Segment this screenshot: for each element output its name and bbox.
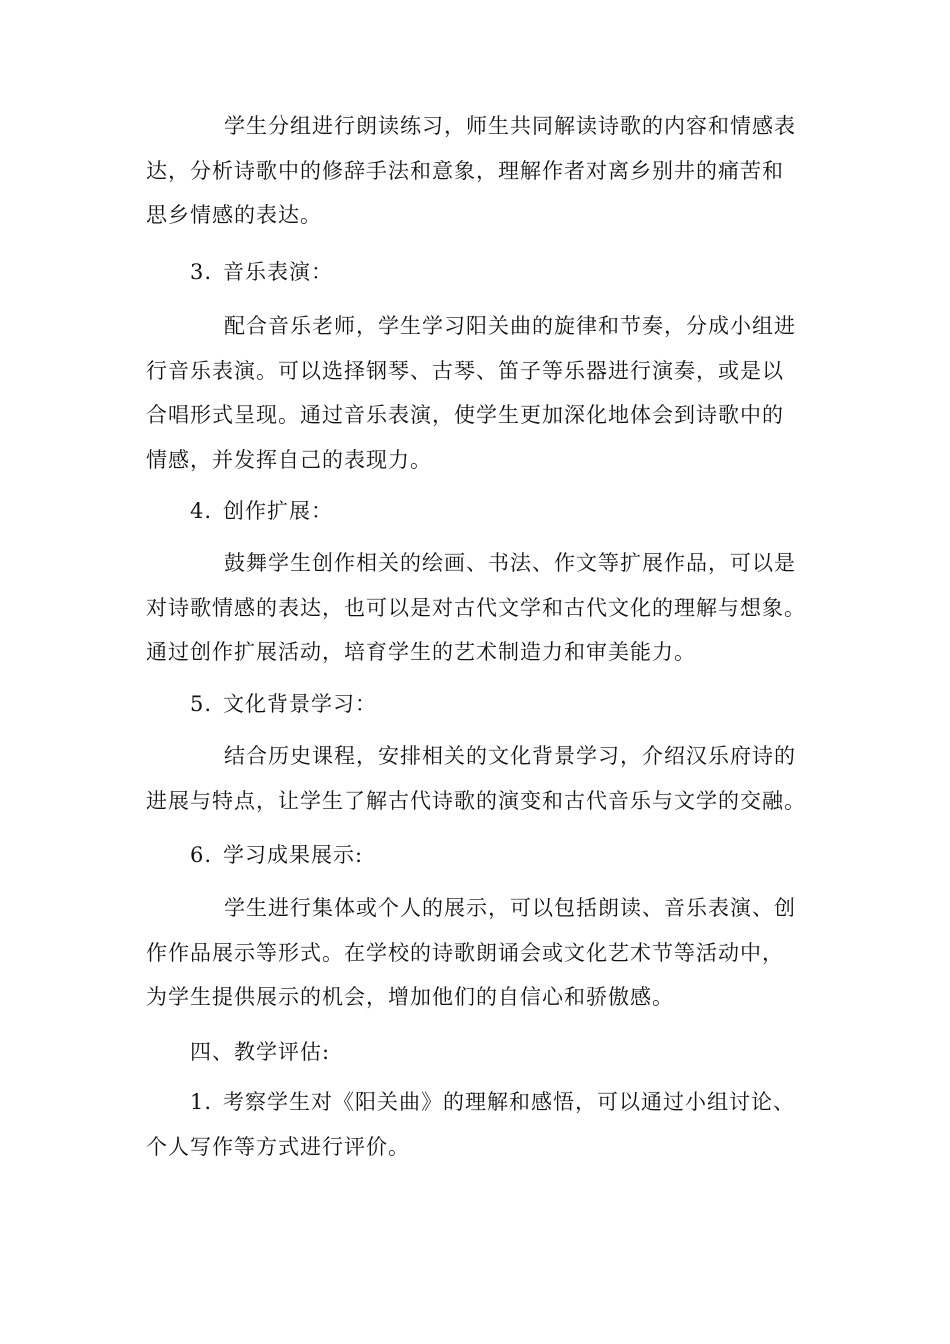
paragraph-evaluation-item [146, 1080, 806, 1169]
text-line [146, 1080, 806, 1125]
heading-number: 4. [190, 499, 213, 523]
heading-music-performance [190, 250, 333, 295]
heading-number: 3. [190, 260, 213, 284]
paragraph-cultural-background [146, 734, 806, 823]
text-line: 作作品展示等形式。在学校的诗歌朗诵会或文化艺术节等活动中， [146, 940, 784, 965]
paragraph-creative-extension [146, 541, 806, 675]
text-line: 情感，并发挥自己的表现力。 [146, 447, 432, 472]
text-line: 学生分组进行朗读练习，师生共同解读诗歌的内容和情感表 [224, 114, 796, 138]
paragraph-reading-practice [146, 104, 806, 238]
text-line: 结合历史课程，安排相关的文化背景学习，介绍汉乐府诗的 [224, 744, 796, 768]
paragraph-learning-showcase [146, 886, 806, 1020]
text-line: 配合音乐老师，学生学习阳关曲的旋律和节奏，分成小组进 [224, 314, 796, 338]
list-number: 1. [190, 1090, 213, 1114]
text-line: 为学生提供展示的机会，增加他们的自信心和骄傲感。 [146, 985, 674, 1009]
heading-text: 学习成果展示: [223, 843, 364, 867]
heading-text: 文化背景学习： [223, 692, 377, 716]
text-line: 对诗歌情感的表达，也可以是对古代文学和古代文化的理解与想象。 [146, 595, 806, 620]
text-line: 行音乐表演。可以选择钢琴、古琴、笛子等乐器进行演奏，或是以 [146, 358, 784, 383]
text-line: 学生进行集体或个人的展示，可以包括朗读、音乐表演、创 [224, 896, 796, 920]
text-line: 鼓舞学生创作相关的绘画、书法、作文等扩展作品，可以是 [224, 551, 796, 575]
section-heading-teaching-evaluation [190, 1030, 330, 1075]
text-line: 进展与特点，让学生了解古代诗歌的演变和古代音乐与文学的交融。 [146, 788, 806, 813]
heading-text: 音乐表演： [223, 260, 333, 284]
heading-creative-extension [190, 489, 333, 534]
list-text: 考察学生对《阳关曲》的理解和感悟，可以通过小组讨论、 [223, 1090, 795, 1114]
text-line: 达，分析诗歌中的修辞手法和意象，理解作者对离乡别井的痛苦和 [146, 158, 784, 183]
text-line: 合唱形式呈现。通过音乐表演，使学生更加深化地体会到诗歌中的 [146, 403, 784, 427]
heading-text: 四、教学评估: [190, 1040, 331, 1064]
heading-text: 创作扩展： [223, 499, 333, 523]
paragraph-music-performance [146, 304, 806, 482]
heading-learning-showcase [190, 833, 363, 878]
text-line: 通过创作扩展活动，培育学生的艺术制造力和审美能力。 [146, 640, 696, 664]
heading-cultural-background [190, 682, 377, 727]
heading-number: 5. [190, 692, 213, 716]
text-line: 思乡情感的表达。 [146, 203, 322, 227]
text-line: 个人写作等方式进行评价。 [146, 1134, 410, 1159]
heading-number: 6. [190, 843, 213, 867]
